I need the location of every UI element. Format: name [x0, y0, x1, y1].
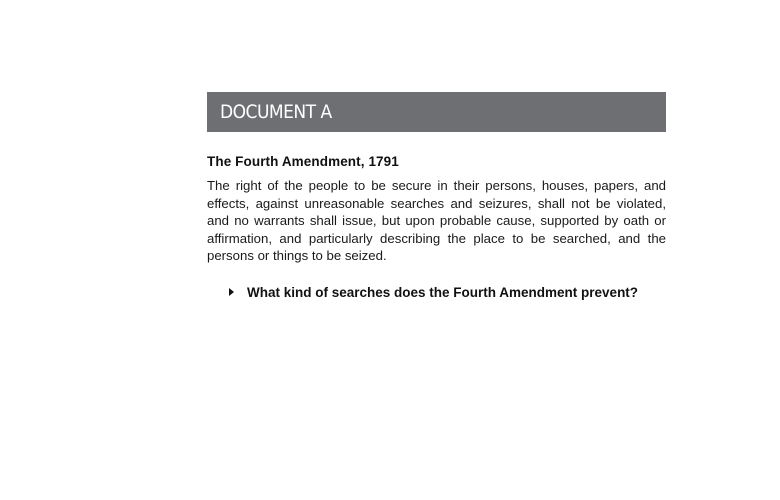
document-heading: The Fourth Amendment, 1791: [207, 154, 399, 169]
document-title: DOCUMENT A: [220, 101, 332, 123]
caret-right-icon: [229, 288, 234, 296]
document-body-text: The right of the people to be secure in their persons, houses, papers, and effects, against unreasonable searches and seizures, shall not be violated, and no warrants shall issue, but upon probable cause, supported by oath or affirmation, and particularly describing the place to be searched, and the persons or things to be seized.: [207, 178, 666, 263]
document-card: [207, 92, 666, 300]
question-text: What kind of searches does the Fourth Amendment prevent?: [247, 284, 639, 300]
document-banner: [207, 92, 666, 132]
question-item: [229, 285, 666, 300]
